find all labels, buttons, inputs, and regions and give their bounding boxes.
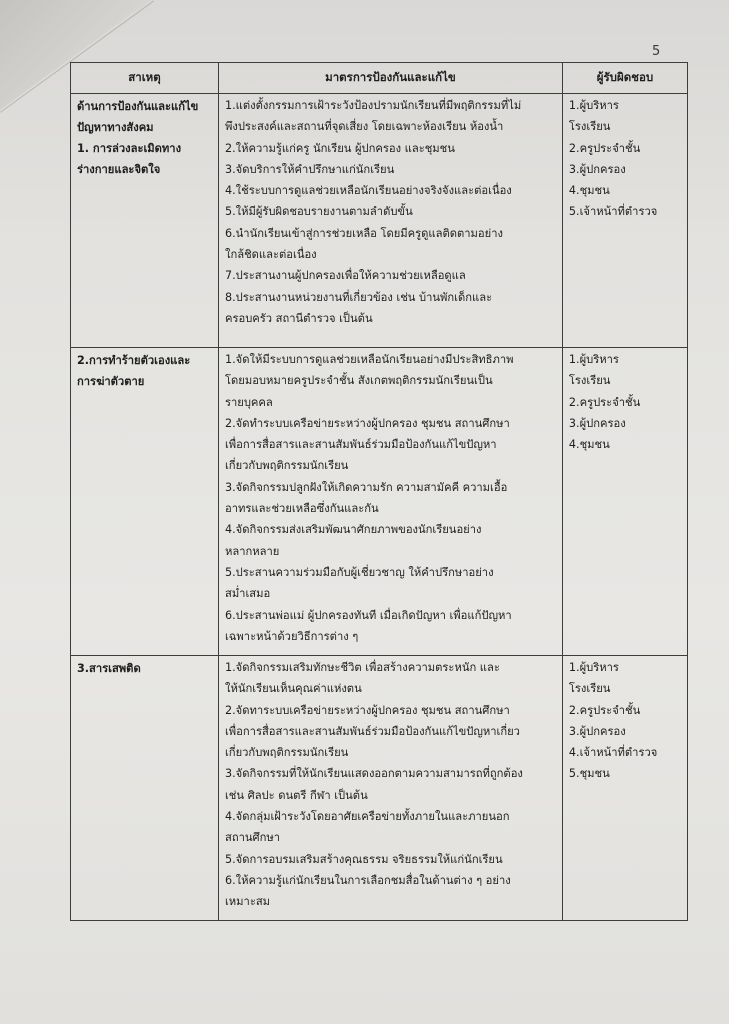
measure-line: เพื่อการสื่อสารและสานสัมพันธ์ร่วมมือป้องกันแก้ไขปัญหา	[224, 438, 497, 452]
responsible-cell	[562, 656, 687, 921]
measure-line: อาทรและช่วยเหลือซึ่งกันและกัน	[224, 502, 379, 516]
header-cause: สาเหตุ	[71, 63, 219, 94]
measure-line: 2.ให้ความรู้แก่ครู นักเรียน ผู้ปกครอง และชุมชน	[224, 141, 455, 155]
cause-line: ปัญหาทางสังคม	[77, 121, 154, 134]
responsible-line: 2.ครูประจำชั้น	[568, 395, 641, 409]
measure-line: พึงประสงค์และสถานที่จุดเสี่ยง โดยเฉพาะห้องเรียน ห้องน้ำ	[224, 120, 504, 134]
measures-cell	[218, 656, 562, 921]
cause-line: 1. การล่วงละเมิดทาง	[77, 142, 182, 155]
measure-line: เฉพาะหน้าด้วยวิธีการต่าง ๆ	[224, 629, 359, 643]
measures-cell	[218, 94, 562, 348]
table-row	[71, 656, 688, 921]
cause-line: ร่างกายและจิตใจ	[77, 163, 161, 176]
cause-line: ด้านการป้องกันและแก้ไข	[77, 100, 199, 113]
measure-line: รายบุคคล	[224, 395, 273, 409]
responsible-line: 4.เจ้าหน้าที่ตำรวจ	[568, 746, 658, 760]
measure-line: ให้นักเรียนเห็นคุณค่าแห่งตน	[224, 682, 362, 696]
measure-line: 3.จัดบริการให้คำปรึกษาแก่นักเรียน	[224, 162, 395, 176]
measure-line: เพื่อการสื่อสารและสานสัมพันธ์ร่วมมือป้องกันแก้ไขปัญหาเกี่ยว	[224, 724, 520, 738]
measure-line: 1.จัดให้มีระบบการดูแลช่วยเหลือนักเรียนอย่างมีประสิทธิภาพ	[224, 353, 514, 366]
measure-line: 5.ให้มีผู้รับผิดชอบรายงานตามลำดับขั้น	[224, 205, 413, 219]
measures-cell	[218, 348, 562, 656]
measure-line: 8.ประสานงานหน่วยงานที่เกี่ยวข้อง เช่น บ้านพักเด็กและ	[224, 290, 493, 304]
page-number: 5	[652, 44, 661, 59]
responsible-cell	[562, 94, 687, 348]
responsible-line: 5.ชุมชน	[568, 767, 610, 781]
responsible-line: 1.ผู้บริหาร	[568, 99, 619, 112]
measure-line: เกี่ยวกับพฤติกรรมนักเรียน	[224, 746, 349, 760]
measure-line: เกี่ยวกับพฤติกรรมนักเรียน	[224, 459, 349, 473]
measure-line: 5.จัดการอบรมเสริมสร้างคุณธรรม จริยธรรมให้แก่นักเรียน	[224, 852, 503, 866]
responsible-line: 3.ผู้ปกครอง	[568, 724, 626, 738]
measure-line: ใกล้ชิดและต่อเนื่อง	[224, 248, 317, 262]
measure-line: หลากหลาย	[224, 544, 280, 558]
measure-line: 2.จัดทำระบบเครือข่ายระหว่างผู้ปกครอง ชุมชน สถานศึกษา	[224, 416, 510, 430]
table-header-row	[71, 63, 688, 94]
responsible-line: โรงเรียน	[568, 682, 611, 696]
cause-line: 3.สารเสพติด	[77, 662, 141, 675]
measure-line: เหมาะสม	[224, 895, 271, 909]
responsible-line: โรงเรียน	[568, 374, 611, 388]
responsible-line: 4.ชุมชน	[568, 438, 610, 452]
cause-cell	[71, 656, 219, 921]
measure-line: 3.จัดกิจกรรมที่ให้นักเรียนแสดงออกตามความสามารถที่ถูกต้อง	[224, 767, 523, 781]
cause-cell	[71, 348, 219, 656]
measures-table	[70, 62, 688, 921]
responsible-line: 5.เจ้าหน้าที่ตำรวจ	[568, 205, 658, 219]
measure-line: 6.ให้ความรู้แก่นักเรียนในการเลือกชมสื่อในด้านต่าง ๆ อย่าง	[224, 873, 511, 887]
measure-line: 6.นำนักเรียนเข้าสู่การช่วยเหลือ โดยมีครูดูแลติดตามอย่าง	[224, 226, 503, 240]
header-responsible: ผู้รับผิดชอบ	[562, 63, 687, 94]
table-row	[71, 348, 688, 656]
responsible-line: 1.ผู้บริหาร	[568, 353, 619, 366]
measure-line: 3.จัดกิจกรรมปลูกฝังให้เกิดความรัก ความสามัคคี ความเอื้อ	[224, 480, 508, 494]
measure-line: 1.จัดกิจกรรมเสริมทักษะชีวิต เพื่อสร้างความตระหนัก และ	[224, 661, 500, 674]
measure-line: ครอบครัว สถานีตำรวจ เป็นต้น	[224, 311, 373, 325]
responsible-line: โรงเรียน	[568, 120, 611, 134]
measure-line: สม่ำเสมอ	[224, 587, 271, 601]
responsible-line: 3.ผู้ปกครอง	[568, 162, 626, 176]
measure-line: เช่น ศิลปะ ดนตรี กีฬา เป็นต้น	[224, 788, 368, 802]
responsible-line: 2.ครูประจำชั้น	[568, 141, 641, 155]
responsible-line: 3.ผู้ปกครอง	[568, 416, 626, 430]
measure-line: 6.ประสานพ่อแม่ ผู้ปกครองทันที เมื่อเกิดปัญหา เพื่อแก้ปัญหา	[224, 608, 512, 622]
measure-line: 5.ประสานความร่วมมือกับผู้เชี่ยวชาญ ให้คำปรึกษาอย่าง	[224, 565, 494, 579]
responsible-line: 2.ครูประจำชั้น	[568, 703, 641, 717]
measure-line: โดยมอบหมายครูประจำชั้น สังเกตพฤติกรรมนักเรียนเป็น	[224, 374, 493, 388]
measure-line: 7.ประสานงานผู้ปกครองเพื่อให้ความช่วยเหลือดูแล	[224, 269, 466, 283]
responsible-line: 4.ชุมชน	[568, 184, 610, 198]
measure-line: 2.จัดทาระบบเครือข่ายระหว่างผู้ปกครอง ชุมชน สถานศึกษา	[224, 703, 510, 717]
measure-line: 4.จัดกิจกรรมส่งเสริมพัฒนาศักยภาพของนักเรียนอย่าง	[224, 523, 482, 537]
measure-line: 1.แต่งตั้งกรรมการเฝ้าระวังป้องปรามนักเรียนที่มีพฤติกรรมที่ไม่	[224, 99, 522, 112]
measure-line: สถานศึกษา	[224, 831, 281, 845]
header-measures: มาตรการป้องกันและแก้ไข	[218, 63, 562, 94]
cause-line: การฆ่าตัวตาย	[77, 375, 145, 388]
responsible-line: 1.ผู้บริหาร	[568, 661, 619, 674]
measure-line: 4.ใช้ระบบการดูแลช่วยเหลือนักเรียนอย่างจริงจังและต่อเนื่อง	[224, 184, 512, 198]
cause-line: 2.การทำร้ายตัวเองและ	[77, 354, 191, 367]
table-row	[71, 94, 688, 348]
responsible-cell	[562, 348, 687, 656]
cause-cell	[71, 94, 219, 348]
measure-line: 4.จัดกลุ่มเฝ้าระวังโดยอาศัยเครือข่ายทั้งภายในและภายนอก	[224, 810, 510, 824]
